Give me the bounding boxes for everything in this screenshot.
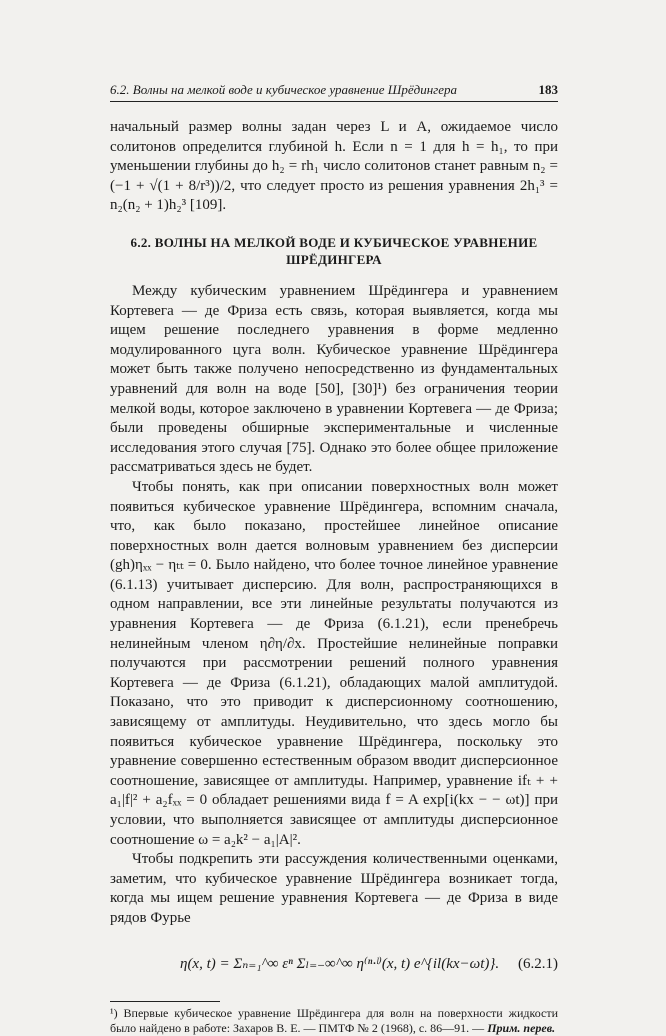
section-heading: 6.2. ВОЛНЫ НА МЕЛКОЙ ВОДЕ И КУБИЧЕСКОЕ УРАВНЕНИЕ ШРЁДИНГЕРА bbox=[130, 234, 538, 267]
body-text bbox=[110, 118, 558, 1036]
header-rule bbox=[110, 101, 558, 102]
footnote-rule bbox=[110, 1001, 220, 1002]
running-head-title: 6.2. Волны на мелкой воде и кубическое уравнение Шрёдингера bbox=[110, 82, 457, 97]
footnote-note: Прим. перев. bbox=[487, 1020, 556, 1035]
paragraph-1: Между кубическим уравнением Шрёдингера и уравнением Кортевега — де Фриза есть связь, которая выявляется, когда мы ищем решение последнего уравнения в форме медленно модулированного цуга волн. Кубическое уравнение Шрёдингера может быть также получено непосредственно из фундаментальных уравнений для волн на воде [50], [30]¹) без ограничения теории мелкой воды, которое заключено в уравнении Кортевега — де Фриза; были проведены обширные экспериментальные и численные исследования этого случая [75]. Однако это более общее приложение рассматриваться здесь не будет. bbox=[110, 282, 558, 476]
equation-text: η(x, t) = Σₙ₌₁^∞ εⁿ Σₗ₌₋∞^∞ η⁽ⁿ·ˡ⁾(x, t) e^{il(kx−ωt)}. bbox=[180, 955, 500, 972]
footnote bbox=[110, 1006, 558, 1036]
paragraph-2: Чтобы понять, как при описании поверхностных волн может появиться кубическое уравнение Шрёдингера, вспомним сначала, что, как было показано, простейшее линейное описание поверхностных волн дается волновым уравнением без дисперсии (gh)ηₓₓ − ηₜₜ = 0. Было найдено, что более точное линейное уравнение (6.1.13) учитывает дисперсию. Для волн, распространяющихся в одном направлении, все эти линейные результаты получаются из уравнения Кортевега — де Фриза (6.1.21), если пренебречь нелинейным членом η∂η/∂x. Простейшие нелинейные поправки получаются при рассмотрении решений полного уравнения Кортевега — де Фриза (6.1.21), обладающих малой амплитудой. Показано, что это приводит к дисперсионному соотношению, зависящему от амплитуды. Неудивительно, что здесь могло бы появиться кубическое уравнение Шрёдингера, поскольку это уравнение совершенно естественным образом вводит дисперсионное соотношение, зависящее от амплитуды. Например, уравнение ifₜ + + a₁|f|² + a₂fₓₓ = 0 обладает решениями вида f = A exp[i(kx − − ωt)] при условии, что выполняется зависящее от амплитуды дисперсионное соотношение ω = a₂k² − a₁|A|². bbox=[110, 478, 558, 848]
equation-number: (6.2.1) bbox=[518, 955, 558, 972]
equation-6-2-1 bbox=[110, 939, 558, 991]
running-head bbox=[110, 82, 558, 98]
intro-paragraph: начальный размер волны задан через L и A, ожидаемое число солитонов определится глубиной h. Если n = 1 для h = h₁, то при уменьшении глубины до h₂ = rh₁ число солитонов станет равным n₂ = (−1 + √(1 + 8/r³))/2, что следует просто из решения уравнения 2h₁³ = n₂(n₂ + 1)h₂³ [109]. bbox=[110, 119, 558, 214]
footnote-text: ¹) Впервые кубическое уравнение Шрёдингера для волн на поверхности жидкости было найдено в работе: Захаров В. Е. — ПМТФ № 2 (1968), с. 86—91. — bbox=[110, 1005, 558, 1035]
paragraph-3: Чтобы подкрепить эти рассуждения количественными оценками, заметим, что кубическое уравнение Шрёдингера возникает тогда, когда мы ищем решение уравнения Кортевега — де Фриза в виде рядов Фурье bbox=[110, 851, 558, 926]
page-number: 183 bbox=[538, 82, 558, 97]
